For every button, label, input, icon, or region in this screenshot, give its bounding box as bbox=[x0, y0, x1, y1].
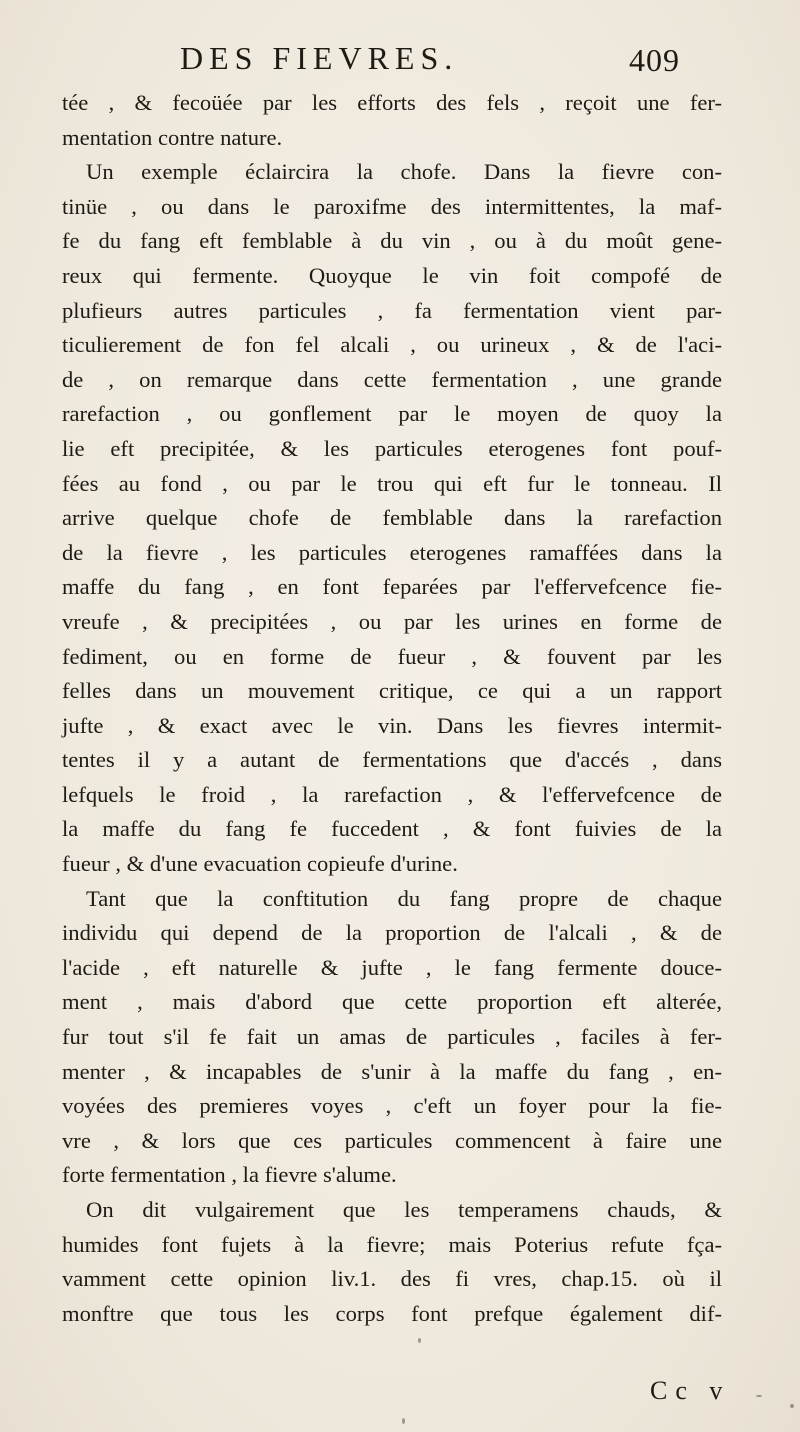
text-line: fe du fang eft femblable à du vin , ou à du moût gene- bbox=[62, 228, 722, 254]
text-line: Tant que la conftitution du fang propre de chaque bbox=[86, 885, 722, 911]
text-line: l'acide , eft naturelle & jufte , le fang fermente douce- bbox=[62, 954, 722, 980]
text-line: la maffe du fang fe fuccedent , & font fuivies de la bbox=[62, 816, 722, 842]
text-line: monftre que tous les corps font prefque également dif- bbox=[62, 1300, 722, 1326]
text-line: voyées des premieres voyes , c'eft un foyer pour la fie- bbox=[62, 1093, 722, 1119]
text-line: fur tout s'il fe fait un amas de particules , faciles à fer- bbox=[62, 1024, 722, 1050]
paper-speck bbox=[756, 1395, 762, 1397]
text-line: maffe du fang , en font feparées par l'effervefcence fie- bbox=[62, 574, 722, 600]
text-line: vreufe , & precipitées , ou par les urines en forme de bbox=[62, 608, 722, 634]
text-line: felles dans un mouvement critique, ce qui a un rapport bbox=[62, 678, 722, 704]
paper-speck bbox=[790, 1404, 794, 1408]
page-header bbox=[120, 40, 680, 90]
text-line: rarefaction , ou gonflement par le moyen de quoy la bbox=[62, 401, 722, 427]
text-line: mentation contre nature. bbox=[62, 124, 283, 150]
page-number: 409 bbox=[629, 42, 680, 78]
running-head: DES FIEVRES. bbox=[180, 40, 459, 76]
text-line: lefquels le froid , la rarefaction , & l'effervefcence de bbox=[62, 781, 722, 807]
paper-speck bbox=[402, 1418, 405, 1424]
text-line: forte fermentation , la fievre s'alume. bbox=[62, 1162, 397, 1188]
text-line: tée , & fecoüée par les efforts des fels , reçoit une fer- bbox=[62, 90, 722, 115]
text-line: fueur , & d'une evacuation copieufe d'urine. bbox=[62, 851, 458, 877]
text-line: jufte , & exact avec le vin. Dans les fievres intermit- bbox=[62, 712, 722, 738]
text-line: vre , & lors que ces particules commencent à faire une bbox=[62, 1127, 722, 1153]
paper-speck bbox=[418, 1338, 421, 1343]
text-line: Un exemple éclaircira la chofe. Dans la fievre con- bbox=[86, 159, 722, 185]
text-line: humides font fujets à la fievre; mais Poterius refute fça- bbox=[62, 1231, 722, 1257]
text-line: reux qui fermente. Quoyque le vin foit compofé de bbox=[62, 262, 722, 288]
signature-mark: Cc v bbox=[650, 1376, 731, 1405]
text-line: On dit vulgairement que les temperamens chauds, & bbox=[86, 1197, 722, 1222]
text-line: individu qui depend de la proportion de l'alcali , & de bbox=[62, 920, 722, 946]
text-line: ticulierement de fon fel alcali , ou urineux , & de l'aci- bbox=[62, 332, 722, 358]
text-line: lie eft precipitée, & les particules eterogenes font pouf- bbox=[62, 435, 722, 461]
text-line: plufieurs autres particules , fa fermentation vient par- bbox=[62, 297, 722, 323]
text-line: tentes il y a autant de fermentations que d'accés , dans bbox=[62, 747, 722, 773]
text-line: fées au fond , ou par le trou qui eft fur le tonneau. Il bbox=[62, 470, 722, 496]
text-line: fediment, ou en forme de fueur , & fouvent par les bbox=[62, 643, 722, 669]
text-line: de , on remarque dans cette fermentation , une grande bbox=[62, 366, 722, 392]
text-line: de la fievre , les particules eterogenes ramaffées dans la bbox=[62, 539, 722, 565]
body-text bbox=[62, 86, 722, 1331]
text-line: arrive quelque chofe de femblable dans la rarefaction bbox=[62, 505, 722, 531]
text-line: menter , & incapables de s'unir à la maffe du fang , en- bbox=[62, 1058, 722, 1084]
text-line: ment , mais d'abord que cette proportion eft alterée, bbox=[62, 989, 722, 1015]
text-line: vamment cette opinion liv.1. des fi vres, chap.15. où il bbox=[62, 1266, 722, 1292]
text-line: tinüe , ou dans le paroxifme des intermittentes, la maf- bbox=[62, 193, 722, 219]
